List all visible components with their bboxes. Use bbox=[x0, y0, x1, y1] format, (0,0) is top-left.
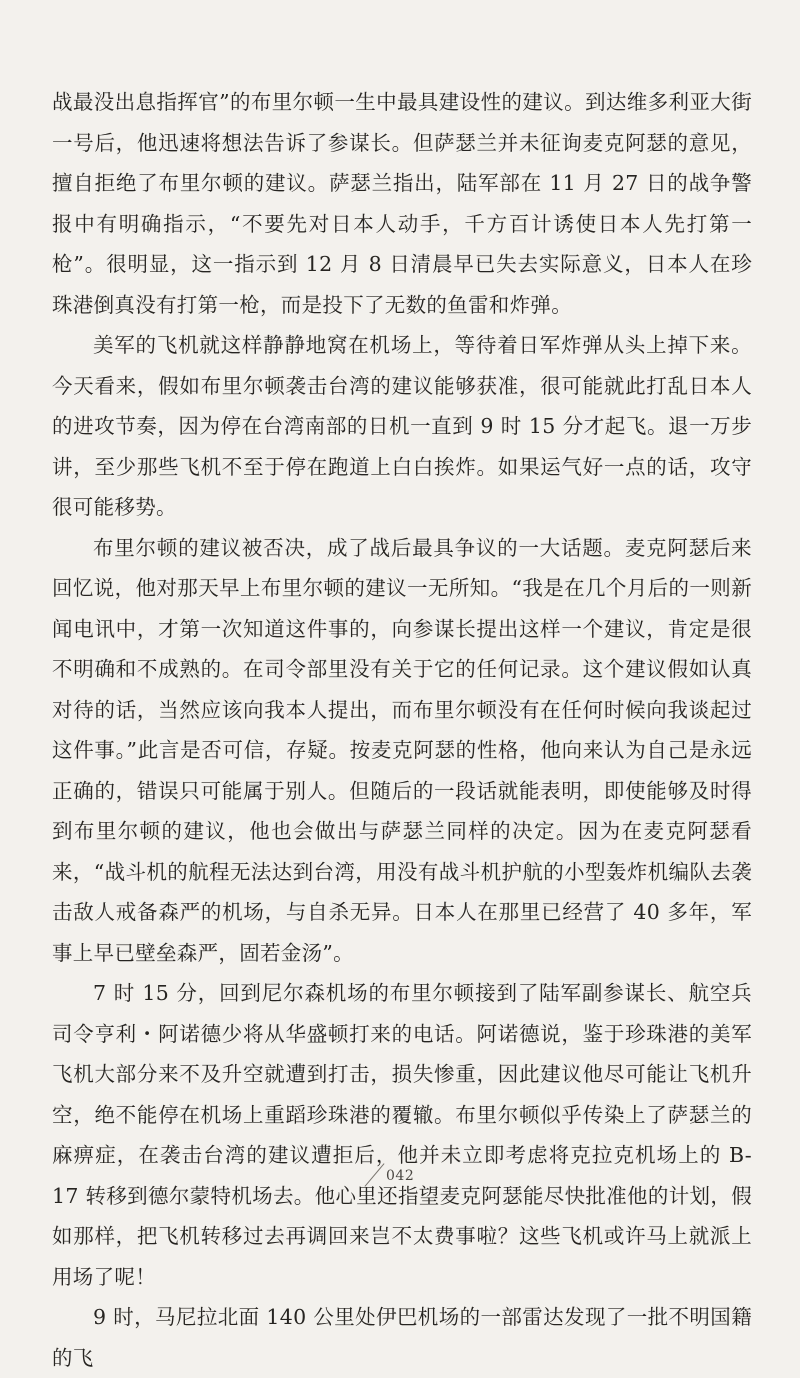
paragraph-4: 7 时 15 分，回到尼尔森机场的布里尔顿接到了陆军副参谋长、航空兵司令亨利・阿诺德少将从华盛顿打来的电话。阿诺德说，鉴于珍珠港的美军飞机大部分来不及升空就遭到打击，损失惨重，因此建议他尽可能让飞机升空，绝不能停在机场上重蹈珍珠港的覆辙。布里尔顿似乎传染上了萨瑟兰的麻痹症，在袭击台湾的建议遭拒后，他并未立即考虑将克拉克机场上的 B-17 转移到德尔蒙特机场去。他心里还指望麦克阿瑟能尽快批准他的计划，假如那样，把飞机转移过去再调回来岂不太费事啦？这些飞机或许马上就派上用场了呢！ bbox=[52, 981, 752, 1289]
paragraph-2: 美军的飞机就这样静静地窝在机场上，等待着日军炸弹从头上掉下来。今天看来，假如布里尔顿袭击台湾的建议能够获准，很可能就此打乱日本人的进攻节奏，因为停在台湾南部的日机一直到 9 时 15 分才起飞。退一万步讲，至少那些飞机不至于停在跑道上白白挨炸。如果运气好一点的话，攻守很可能移势。 bbox=[52, 333, 752, 519]
paragraph-1: 战最没出息指挥官”的布里尔顿一生中最具建设性的建议。到达维多利亚大街一号后，他迅速将想法告诉了参谋长。但萨瑟兰并未征询麦克阿瑟的意见，擅自拒绝了布里尔顿的建议。萨瑟兰指出，陆军部在 11 月 27 日的战争警报中有明确指示，“不要先对日本人动手，千方百计诱使日本人先打第一枪”。很明显，这一指示到 12 月 8 日清晨早已失去实际意义，日本人在珍珠港倒真没有打第一枪，而是投下了无数的鱼雷和炸弹。 bbox=[52, 90, 752, 317]
page-footer bbox=[366, 1158, 426, 1190]
page-number-slash-mark bbox=[364, 1163, 384, 1187]
paragraph-3: 布里尔顿的建议被否决，成了战后最具争议的一大话题。麦克阿瑟后来回忆说，他对那天早上布里尔顿的建议一无所知。“我是在几个月后的一则新闻电讯中，才第一次知道这件事的，向参谋长提出这样一个建议，肯定是很不明确和不成熟的。在司令部里没有关于它的任何记录。这个建议假如认真对待的话，当然应该向我本人提出，而布里尔顿没有在任何时候向我谈起过这件事。”此言是否可信，存疑。按麦克阿瑟的性格，他向来认为自己是永远正确的，错误只可能属于别人。但随后的一段话就能表明，即使能够及时得到布里尔顿的建议，他也会做出与萨瑟兰同样的决定。因为在麦克阿瑟看来，“战斗机的航程无法达到台湾，用没有战斗机护航的小型轰炸机编队去袭击敌人戒备森严的机场，与自杀无异。日本人在那里已经营了 40 多年，军事上早已壁垒森严，固若金汤”。 bbox=[52, 535, 752, 965]
page-number: 042 bbox=[386, 1168, 415, 1184]
paragraph-5: 9 时，马尼拉北面 140 公里处伊巴机场的一部雷达发现了一批不明国籍的飞 bbox=[52, 1305, 752, 1370]
